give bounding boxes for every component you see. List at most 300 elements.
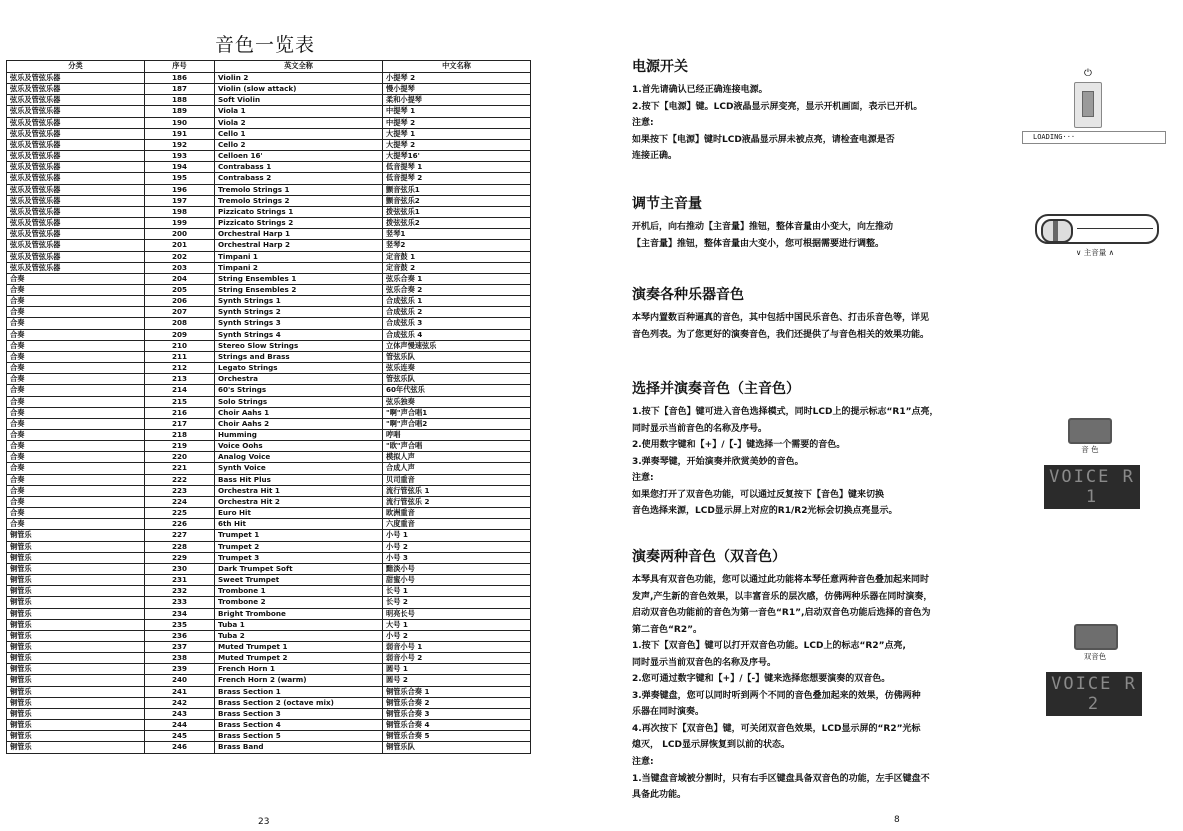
section-heading: 调节主音量 [632,196,702,212]
cell-number: 192 [145,139,215,150]
cell-english-name: Orchestra Hit 1 [215,485,383,496]
cell-number: 188 [145,95,215,106]
cell-category: 铜管乐 [7,597,145,608]
dual-voice-button-label: 双音色 [1083,652,1107,661]
cell-number: 217 [145,418,215,429]
cell-english-name: Tuba 2 [215,630,383,641]
cell-chinese-name: 合成弦乐 2 [383,307,531,318]
cell-number: 244 [145,720,215,731]
table-row [7,396,531,407]
section-text-line: 2.您可通过数字键和【+】/【-】键来选择您想要演奏的双音色。 [632,674,891,684]
table-row [7,720,531,731]
table-row [7,340,531,351]
table-row [7,329,531,340]
cell-category: 铜管乐 [7,586,145,597]
cell-category: 弦乐及管弦乐器 [7,195,145,206]
cell-category: 弦乐及管弦乐器 [7,162,145,173]
cell-number: 221 [145,463,215,474]
cell-category: 铜管乐 [7,608,145,619]
table-row [7,485,531,496]
section-power [632,56,1012,165]
cell-category: 合奏 [7,374,145,385]
voice-button-label: 音 色 [1081,445,1099,454]
cell-number: 207 [145,307,215,318]
table-row [7,385,531,396]
cell-number: 227 [145,530,215,541]
cell-chinese-name: 低音提琴 2 [383,173,531,184]
cell-english-name: Contrabass 2 [215,173,383,184]
cell-number: 198 [145,206,215,217]
section-heading: 选择并演奏音色（主音色） [632,381,800,397]
section-text-line: 第二音色“R2”。 [632,624,703,635]
section-text-line: 熄灭， LCD显示屏恢复到以前的状态。 [632,740,790,750]
table-row [7,229,531,240]
cell-category: 合奏 [7,363,145,374]
section-text-line: 本琴具有双音色功能，您可以通过此功能将本琴任意两种音色叠加起来同时 [632,575,930,585]
dual-lcd-r2: VOICE R 2 [1046,672,1142,716]
cell-chinese-name: 铜管乐队 [383,742,531,753]
table-row [7,128,531,139]
section-text-line: 如果您打开了双音色功能，可以通过反复按下【音色】键来切换 [632,489,885,500]
cell-category: 合奏 [7,296,145,307]
cell-number: 228 [145,541,215,552]
cell-english-name: Brass Section 5 [215,731,383,742]
cell-chinese-name: 合成弦乐 4 [383,329,531,340]
section-text-line: 具备此功能。 [632,790,687,800]
cell-english-name: Timpani 2 [215,262,383,273]
cell-chinese-name: 铜管乐合奏 5 [383,731,531,742]
section-text-line: 2.使用数字键和【+】/【-】键选择一个需要的音色。 [632,440,846,450]
cell-english-name: Choir Aahs 1 [215,407,383,418]
cell-english-name: String Ensembles 2 [215,284,383,295]
header-chinese-name: 中文名称 [383,61,531,73]
cell-number: 230 [145,563,215,574]
cell-chinese-name: 小号 3 [383,552,531,563]
section-text-line: 开机后，向右推动【主音量】推钮，整体音量由小变大，向左推动 [632,222,894,232]
cell-chinese-name: 弦乐独奏 [383,396,531,407]
cell-chinese-name: 颤音弦乐2 [383,195,531,206]
table-row [7,296,531,307]
table-row [7,162,531,173]
table-row [7,653,531,664]
cell-category: 弦乐及管弦乐器 [7,218,145,229]
table-row [7,206,531,217]
cell-chinese-name: 合成人声 [383,463,531,474]
cell-number: 222 [145,474,215,485]
cell-number: 218 [145,430,215,441]
table-row [7,139,531,150]
cell-number: 190 [145,117,215,128]
cell-english-name: Timpani 1 [215,251,383,262]
table-row [7,240,531,251]
section-text-line: 同时显示当前音色的名称及序号。 [632,423,768,434]
cell-chinese-name: 弦乐连奏 [383,363,531,374]
cell-english-name: Trumpet 1 [215,530,383,541]
cell-english-name: Violin 2 [215,73,383,84]
table-row [7,284,531,295]
cell-category: 铜管乐 [7,708,145,719]
cell-chinese-name: "啊"声合唱1 [383,407,531,418]
cell-english-name: Trombone 2 [215,597,383,608]
cell-chinese-name: 大号 1 [383,619,531,630]
cell-chinese-name: 立体声慢速弦乐 [383,340,531,351]
cell-chinese-name: 拨弦弦乐1 [383,206,531,217]
table-row [7,630,531,641]
section-text-line: 1.首先请确认已经正确连接电源。 [632,85,768,95]
table-row [7,519,531,530]
cell-category: 铜管乐 [7,697,145,708]
cell-english-name: Strings and Brass [215,351,383,362]
cell-category: 弦乐及管弦乐器 [7,229,145,240]
cell-chinese-name: 模拟人声 [383,452,531,463]
cell-number: 209 [145,329,215,340]
cell-english-name: Dark Trumpet Soft [215,563,383,574]
cell-english-name: Viola 1 [215,106,383,117]
cell-chinese-name: 竖琴2 [383,240,531,251]
table-row [7,496,531,507]
table-row [7,307,531,318]
table-row [7,106,531,117]
cell-category: 合奏 [7,273,145,284]
cell-chinese-name: 铜管乐合奏 4 [383,720,531,731]
cell-number: 212 [145,363,215,374]
cell-english-name: Bass Hit Plus [215,474,383,485]
cell-category: 铜管乐 [7,541,145,552]
table-row [7,430,531,441]
cell-category: 合奏 [7,396,145,407]
cell-chinese-name: 铜管乐合奏 3 [383,708,531,719]
table-row [7,608,531,619]
cell-chinese-name: 甜蜜小号 [383,575,531,586]
cell-english-name: Tremolo Strings 2 [215,195,383,206]
section-text-line: 同时显示当前双音色的名称及序号。 [632,657,777,668]
cell-number: 211 [145,351,215,362]
cell-number: 197 [145,195,215,206]
cell-category: 铜管乐 [7,552,145,563]
cell-category: 铜管乐 [7,686,145,697]
cell-chinese-name: 大提琴16' [383,151,531,162]
cell-category: 弦乐及管弦乐器 [7,184,145,195]
cell-category: 合奏 [7,519,145,530]
cell-english-name: Legato Strings [215,363,383,374]
cell-category: 弦乐及管弦乐器 [7,206,145,217]
cell-category: 合奏 [7,329,145,340]
section-master-volume [632,193,1012,252]
cell-chinese-name: 大提琴 1 [383,128,531,139]
cell-english-name: Synth Strings 3 [215,318,383,329]
table-row [7,195,531,206]
cell-number: 232 [145,586,215,597]
cell-chinese-name: 流行管弦乐 2 [383,496,531,507]
table-row [7,530,531,541]
cell-english-name: Orchestral Harp 1 [215,229,383,240]
table-row [7,351,531,362]
table-row [7,664,531,675]
cell-english-name: Viola 2 [215,117,383,128]
cell-english-name: Analog Voice [215,452,383,463]
cell-english-name: Orchestral Harp 2 [215,240,383,251]
cell-category: 铜管乐 [7,530,145,541]
cell-english-name: Sweet Trumpet [215,575,383,586]
cell-number: 210 [145,340,215,351]
cell-category: 合奏 [7,463,145,474]
cell-category: 弦乐及管弦乐器 [7,262,145,273]
cell-number: 215 [145,396,215,407]
cell-category: 合奏 [7,284,145,295]
section-instrument-voices [632,284,1012,343]
cell-chinese-name: 中提琴 2 [383,117,531,128]
cell-number: 233 [145,597,215,608]
cell-chinese-name: 弱音小号 2 [383,653,531,664]
cell-english-name: Bright Trombone [215,608,383,619]
cell-chinese-name: 贝司重音 [383,474,531,485]
section-text-line: 1.当键盘音域被分割时，只有右手区键盘具备双音色的功能，左手区键盘不 [632,773,930,784]
cell-number: 240 [145,675,215,686]
cell-category: 合奏 [7,351,145,362]
power-switch-rocker [1082,91,1094,117]
cell-number: 199 [145,218,215,229]
table-row [7,151,531,162]
voice-table [6,60,531,754]
cell-chinese-name: 圆号 2 [383,675,531,686]
cell-category: 合奏 [7,441,145,452]
section-text-line: 音色选择来源，LCD显示屏上对应的R1/R2光标会切换点亮显示。 [632,506,898,516]
cell-category: 弦乐及管弦乐器 [7,240,145,251]
cell-number: 216 [145,407,215,418]
table-row [7,363,531,374]
section-text-line: 发声,产生新的音色效果，以丰富音乐的层次感，仿佛两种乐器在同时演奏， [632,591,933,602]
cell-english-name: Voice Oohs [215,441,383,452]
cell-category: 弦乐及管弦乐器 [7,117,145,128]
cell-chinese-name: "欧"声合唱 [383,441,531,452]
cell-number: 224 [145,496,215,507]
cell-chinese-name: 长号 1 [383,586,531,597]
cell-english-name: Muted Trumpet 1 [215,641,383,652]
cell-english-name: Solo Strings [215,396,383,407]
cell-english-name: Synth Voice [215,463,383,474]
cell-number: 226 [145,519,215,530]
table-header-row [7,61,531,73]
cell-chinese-name: 合成弦乐 1 [383,296,531,307]
cell-number: 241 [145,686,215,697]
cell-english-name: Choir Aahs 2 [215,418,383,429]
cell-number: 186 [145,73,215,84]
cell-chinese-name: 六度重音 [383,519,531,530]
cell-category: 合奏 [7,340,145,351]
table-row [7,374,531,385]
voice-table-body [7,73,531,754]
section-text-line: 连接正确。 [632,151,678,161]
cell-category: 弦乐及管弦乐器 [7,173,145,184]
cell-chinese-name: 大提琴 2 [383,139,531,150]
table-row [7,117,531,128]
section-text-line: 1.按下【双音色】键可以打开双音色功能。LCD上的标志“R2”点亮, [632,641,906,651]
cell-chinese-name: 定音鼓 2 [383,262,531,273]
cell-number: 235 [145,619,215,630]
table-row [7,441,531,452]
volume-label: ∨ 主音量 ∧ [1075,248,1115,257]
cell-chinese-name: 铜管乐合奏 2 [383,697,531,708]
section-text-line: 音色列表。为了您更好的演奏音色，我们还提供了与音色相关的效果功能。 [632,329,930,340]
section-text-line: 启动双音色功能前的音色为第一音色“R1”,启动双音色功能后选择的音色为 [632,608,931,618]
cell-category: 合奏 [7,307,145,318]
cell-english-name: Pizzicato Strings 2 [215,218,383,229]
cell-english-name: Humming [215,430,383,441]
cell-category: 铜管乐 [7,742,145,753]
cell-chinese-name: 小提琴 2 [383,73,531,84]
header-category: 分类 [7,61,145,73]
cell-chinese-name: 颤音弦乐1 [383,184,531,195]
table-row [7,474,531,485]
cell-number: 219 [145,441,215,452]
cell-english-name: Violin (slow attack) [215,84,383,95]
cell-category: 弦乐及管弦乐器 [7,251,145,262]
loading-display: LOADING··· [1022,131,1166,144]
cell-chinese-name: 哼唱 [383,430,531,441]
cell-english-name: Trombone 1 [215,586,383,597]
cell-english-name: Celloen 16' [215,151,383,162]
cell-category: 弦乐及管弦乐器 [7,128,145,139]
table-row [7,686,531,697]
cell-number: 246 [145,742,215,753]
cell-english-name: Tremolo Strings 1 [215,184,383,195]
cell-number: 231 [145,575,215,586]
cell-number: 220 [145,452,215,463]
cell-number: 229 [145,552,215,563]
table-row [7,586,531,597]
cell-english-name: Soft Violin [215,95,383,106]
table-row [7,452,531,463]
cell-chinese-name: 竖琴1 [383,229,531,240]
header-english-name: 英文全称 [215,61,383,73]
section-text-line: 3.弹奏琴键，开始演奏并欣赏美妙的音色。 [632,456,804,467]
cell-category: 弦乐及管弦乐器 [7,139,145,150]
cell-category: 合奏 [7,496,145,507]
table-row [7,619,531,630]
cell-english-name: Euro Hit [215,508,383,519]
page-number-right: 8 [894,815,900,825]
table-row [7,697,531,708]
table-row [7,407,531,418]
cell-chinese-name: 弦乐合奏 1 [383,273,531,284]
section-heading: 演奏各种乐器音色 [632,287,744,303]
cell-number: 202 [145,251,215,262]
cell-english-name: Synth Strings 4 [215,329,383,340]
cell-english-name: Orchestra Hit 2 [215,496,383,507]
cell-english-name: Synth Strings 2 [215,307,383,318]
cell-category: 合奏 [7,430,145,441]
cell-english-name: Trumpet 2 [215,541,383,552]
cell-number: 214 [145,385,215,396]
section-text-line: 3.弹奏键盘，您可以同时听到两个不同的音色叠加起来的效果，仿佛两种 [632,690,921,701]
cell-english-name: 60's Strings [215,385,383,396]
table-row [7,563,531,574]
cell-number: 239 [145,664,215,675]
cell-chinese-name: 小号 2 [383,630,531,641]
cell-chinese-name: 小号 2 [383,541,531,552]
cell-chinese-name: 管弦乐队 [383,374,531,385]
section-text-line: 4.再次按下【双音色】键，可关闭双音色效果，LCD显示屏的“R2”光标 [632,723,921,734]
cell-category: 铜管乐 [7,630,145,641]
cell-english-name: Brass Section 2 (octave mix) [215,697,383,708]
section-text-line: 【主音量】推钮，整体音量由大变小，您可根据需要进行调整。 [632,238,885,249]
cell-english-name: Stereo Slow Strings [215,340,383,351]
cell-chinese-name: 柔和小提琴 [383,95,531,106]
table-row [7,575,531,586]
cell-category: 合奏 [7,318,145,329]
cell-number: 236 [145,630,215,641]
cell-english-name: French Horn 1 [215,664,383,675]
table-row [7,742,531,753]
voice-lcd-r1: VOICE R 1 [1044,465,1140,509]
table-row [7,508,531,519]
table-row [7,552,531,563]
cell-chinese-name: 弦乐合奏 2 [383,284,531,295]
cell-english-name: Cello 1 [215,128,383,139]
cell-number: 237 [145,641,215,652]
cell-chinese-name: 60年代弦乐 [383,385,531,396]
cell-category: 铜管乐 [7,675,145,686]
table-row [7,273,531,284]
cell-chinese-name: 拨弦弦乐2 [383,218,531,229]
dual-voice-button [1074,624,1118,650]
right-page [590,0,1183,831]
power-switch-icon [1074,82,1102,128]
section-heading: 演奏两种音色（双音色） [632,549,786,565]
section-text-line: 注意: [632,757,654,767]
table-row [7,418,531,429]
cell-category: 铜管乐 [7,641,145,652]
cell-chinese-name: 管弦乐队 [383,351,531,362]
section-text-line: 2.按下【电源】键。LCD液晶显示屏变亮，显示开机画面，表示已开机。 [632,101,923,112]
cell-number: 223 [145,485,215,496]
cell-chinese-name: 慢小提琴 [383,84,531,95]
table-row [7,251,531,262]
cell-category: 弦乐及管弦乐器 [7,151,145,162]
left-page [0,0,560,831]
cell-category: 合奏 [7,452,145,463]
cell-number: 205 [145,284,215,295]
cell-number: 243 [145,708,215,719]
cell-category: 弦乐及管弦乐器 [7,106,145,117]
cell-chinese-name: 合成弦乐 3 [383,318,531,329]
section-text-line: 本琴内置数百种逼真的音色，其中包括中国民乐音色、打击乐音色等，详见 [632,313,930,323]
cell-category: 铜管乐 [7,653,145,664]
voice-list-title: 音色一览表 [214,34,315,56]
cell-number: 196 [145,184,215,195]
cell-number: 203 [145,262,215,273]
cell-chinese-name: 小号 1 [383,530,531,541]
section-main-voice [632,378,1012,520]
cell-number: 213 [145,374,215,385]
cell-number: 201 [145,240,215,251]
cell-chinese-name: 定音鼓 1 [383,251,531,262]
cell-english-name: Muted Trumpet 2 [215,653,383,664]
cell-chinese-name: 低音提琴 1 [383,162,531,173]
cell-chinese-name: 黯淡小号 [383,563,531,574]
cell-number: 225 [145,508,215,519]
cell-category: 铜管乐 [7,575,145,586]
cell-category: 合奏 [7,407,145,418]
cell-category: 合奏 [7,508,145,519]
voice-button [1068,418,1112,444]
cell-english-name: Trumpet 3 [215,552,383,563]
table-row [7,541,531,552]
cell-chinese-name: 明亮长号 [383,608,531,619]
table-row [7,173,531,184]
cell-number: 191 [145,128,215,139]
section-heading: 电源开关 [632,59,688,75]
